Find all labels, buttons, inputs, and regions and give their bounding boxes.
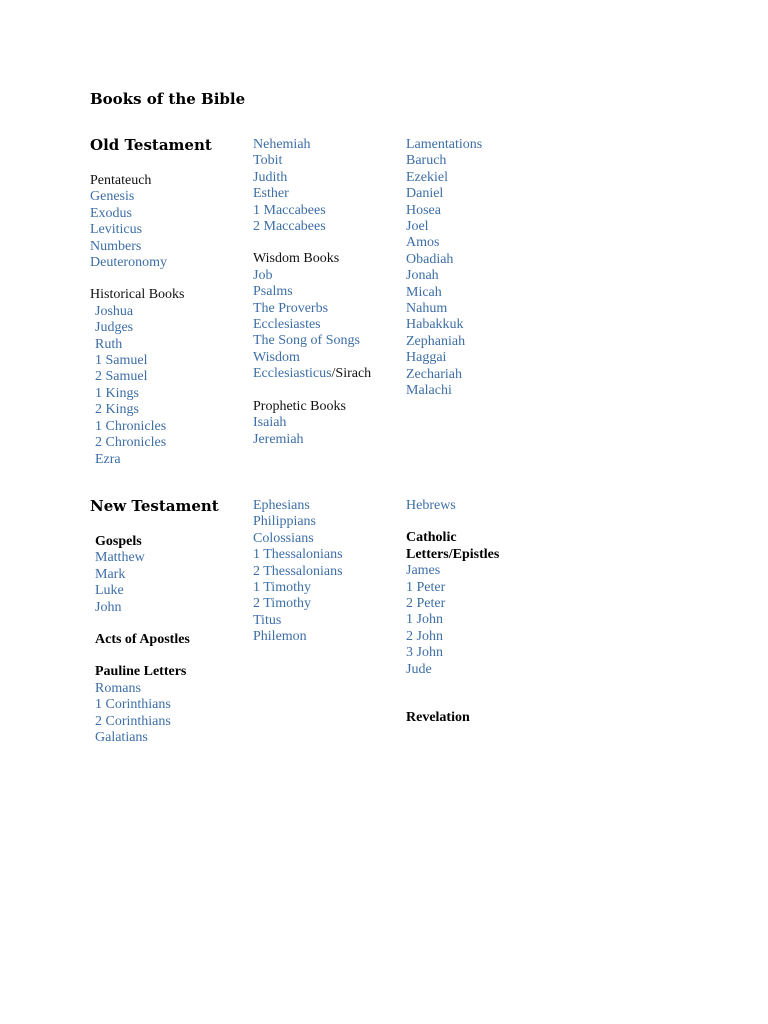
book-link[interactable]: 2 Corinthians xyxy=(95,713,171,729)
book-link[interactable]: Lamentations xyxy=(406,137,483,152)
book-link[interactable]: Obadiah xyxy=(406,251,454,267)
sirach-suffix: /Sirach xyxy=(331,366,372,382)
book-link[interactable]: Psalms xyxy=(253,284,293,300)
revelation-label: Revelation xyxy=(406,710,470,726)
book-link[interactable]: Leviticus xyxy=(90,222,143,238)
book-link[interactable]: 1 Chronicles xyxy=(95,418,167,434)
wisdom-books-label: Wisdom Books xyxy=(253,251,340,267)
book-link[interactable]: 1 Peter xyxy=(406,579,446,595)
book-link[interactable]: 1 Thessalonians xyxy=(253,547,343,563)
book-link[interactable]: 1 Corinthians xyxy=(95,697,171,713)
book-link[interactable]: 1 Samuel xyxy=(95,353,148,369)
book-link[interactable]: Job xyxy=(253,267,273,283)
book-link[interactable]: The Proverbs xyxy=(253,300,329,316)
nt-column-2 xyxy=(253,498,403,646)
book-link[interactable]: Zechariah xyxy=(406,366,462,382)
book-link[interactable]: Judith xyxy=(253,169,288,185)
book-link[interactable]: Ezekiel xyxy=(406,169,448,185)
book-link[interactable]: Romans xyxy=(95,680,141,696)
book-link[interactable]: Hosea xyxy=(406,202,441,218)
book-link[interactable]: Genesis xyxy=(90,189,135,205)
ecclesiasticus-line xyxy=(253,366,403,382)
book-link[interactable]: Esther xyxy=(253,186,289,202)
pauline-letters-label: Pauline Letters xyxy=(95,664,187,680)
book-link[interactable]: Jeremiah xyxy=(253,431,304,447)
book-link[interactable]: 1 Kings xyxy=(95,385,139,401)
book-link[interactable]: Zephaniah xyxy=(406,333,466,349)
book-link[interactable]: Judges xyxy=(95,320,134,336)
book-link[interactable]: Joshua xyxy=(95,303,134,319)
book-link[interactable]: Daniel xyxy=(406,186,444,202)
book-link[interactable]: 2 Kings xyxy=(95,402,139,418)
book-link[interactable]: Mark xyxy=(95,566,126,582)
book-link[interactable]: Philemon xyxy=(253,629,307,645)
prophetic-books-label: Prophetic Books xyxy=(253,398,346,414)
book-link[interactable]: Nahum xyxy=(406,301,448,317)
book-link[interactable]: Luke xyxy=(95,583,124,599)
book-link[interactable]: Titus xyxy=(253,612,282,628)
ot-column-2 xyxy=(253,137,403,448)
book-link[interactable]: 2 Maccabees xyxy=(253,219,326,235)
gospels-label: Gospels xyxy=(95,534,142,549)
historical-books-label: Historical Books xyxy=(90,287,185,303)
book-link[interactable]: Haggai xyxy=(406,350,447,366)
book-link[interactable]: 3 John xyxy=(406,645,443,661)
book-link[interactable]: Habakkuk xyxy=(406,317,464,333)
catholic-letters-label-2: Letters/Epistles xyxy=(406,546,500,562)
nt-column-3 xyxy=(406,498,556,726)
book-link[interactable]: Galatians xyxy=(95,730,148,746)
book-link[interactable]: Ezra xyxy=(95,451,121,467)
book-link[interactable]: Isaiah xyxy=(253,415,287,431)
book-link[interactable]: Jonah xyxy=(406,268,439,284)
book-link[interactable]: James xyxy=(406,563,441,579)
book-link[interactable]: Deuteronomy xyxy=(90,255,167,271)
book-link[interactable]: 2 Chronicles xyxy=(95,435,167,451)
book-link[interactable]: 1 Timothy xyxy=(253,580,311,596)
nt-column-1 xyxy=(90,534,240,746)
book-link[interactable]: Baruch xyxy=(406,153,447,169)
book-link[interactable]: Philippians xyxy=(253,514,317,530)
book-link[interactable]: John xyxy=(95,599,122,615)
book-link[interactable]: Micah xyxy=(406,284,442,300)
old-testament-heading: Old Testament xyxy=(90,136,212,154)
book-link[interactable]: Joel xyxy=(406,219,429,235)
book-link[interactable]: Exodus xyxy=(90,205,132,221)
book-link[interactable]: 1 Maccabees xyxy=(253,202,326,218)
book-link[interactable]: Hebrews xyxy=(406,498,456,513)
acts-label: Acts of Apostles xyxy=(95,632,190,648)
book-link[interactable]: Matthew xyxy=(95,550,145,566)
book-link[interactable]: 2 Samuel xyxy=(95,369,148,385)
book-link[interactable]: Ruth xyxy=(95,336,123,352)
book-link[interactable]: Ephesians xyxy=(253,498,310,513)
book-link[interactable]: 2 Timothy xyxy=(253,596,311,612)
book-link[interactable]: Numbers xyxy=(90,238,142,254)
book-link[interactable]: Ecclesiastes xyxy=(253,317,321,333)
book-link[interactable]: Colossians xyxy=(253,530,314,546)
book-link[interactable]: Tobit xyxy=(253,153,283,169)
ot-column-1 xyxy=(90,173,240,468)
book-link[interactable]: Ecclesiasticus xyxy=(253,366,332,382)
book-link[interactable]: Wisdom xyxy=(253,349,300,365)
new-testament-heading: New Testament xyxy=(90,497,219,515)
book-link[interactable]: 2 Peter xyxy=(406,596,446,612)
book-link[interactable]: The Song of Songs xyxy=(253,333,360,349)
book-link[interactable]: Amos xyxy=(406,235,440,251)
book-link[interactable]: Jude xyxy=(406,661,432,677)
book-link[interactable]: Malachi xyxy=(406,383,452,399)
ot-column-3 xyxy=(406,137,556,400)
book-link[interactable]: 1 John xyxy=(406,612,443,628)
book-link[interactable]: Nehemiah xyxy=(253,137,311,152)
catholic-letters-label: Catholic xyxy=(406,530,457,546)
page-title: Books of the Bible xyxy=(90,90,246,108)
book-link[interactable]: 2 Thessalonians xyxy=(253,563,343,579)
book-link[interactable]: 2 John xyxy=(406,628,443,644)
pentateuch-label: Pentateuch xyxy=(90,173,152,188)
